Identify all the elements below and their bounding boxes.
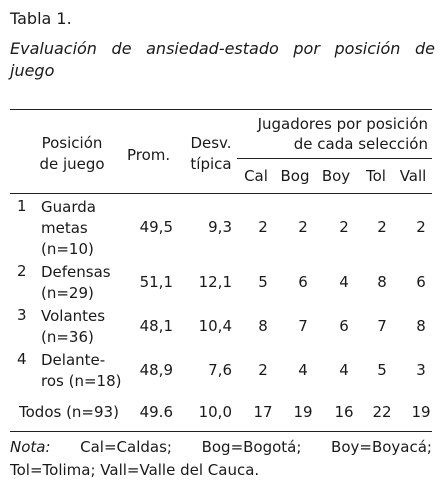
- group-rule: [237, 158, 432, 159]
- header-group: Jugadores por posición de cada selección: [257, 115, 428, 153]
- row-count: 7: [298, 317, 308, 335]
- header-prom: Prom.: [127, 146, 171, 164]
- row-desv: 12,1: [198, 273, 232, 291]
- row-count: 2: [258, 361, 268, 379]
- row-count: 3: [416, 361, 426, 379]
- total-count: 22: [372, 403, 392, 421]
- row-count: 8: [258, 317, 268, 335]
- total-count: 19: [293, 403, 313, 421]
- row-label: Volantes (n=36): [41, 307, 106, 346]
- row-desv: 10,4: [198, 317, 232, 335]
- row-count: 4: [339, 273, 349, 291]
- row-prom: 49,5: [139, 218, 173, 236]
- row-label: Guarda metas (n=10): [41, 198, 96, 258]
- header-position: Posición de juego: [39, 134, 105, 173]
- row-count: 8: [416, 317, 426, 335]
- header-desv: Desv. típica: [190, 134, 232, 173]
- table-note: [10, 436, 432, 482]
- row-count: 2: [377, 218, 387, 236]
- row-desv: 7,6: [208, 361, 232, 379]
- row-label: Delante- ros (n=18): [41, 351, 122, 390]
- total-count: 17: [253, 403, 273, 421]
- row-count: 4: [339, 361, 349, 379]
- row-count: 2: [416, 218, 426, 236]
- table-title: Tabla 1.: [10, 9, 72, 28]
- row-number: 4: [17, 350, 27, 368]
- row-count: 6: [298, 273, 308, 291]
- row-count: 2: [339, 218, 349, 236]
- header-team-vall: Vall: [399, 167, 427, 185]
- note-line-2: Tol=Tolima; Vall=Valle del Cauca.: [10, 461, 260, 479]
- row-count: 6: [416, 273, 426, 291]
- total-prom: 49.6: [139, 403, 173, 421]
- note-abbreviation: Bog=Bogotá;: [201, 438, 302, 456]
- row-count: 6: [339, 317, 349, 335]
- note-abbreviation: Boy=Boyacá;: [331, 438, 432, 456]
- row-count: 7: [377, 317, 387, 335]
- row-number: 2: [17, 262, 27, 280]
- row-prom: 48,9: [139, 361, 173, 379]
- note-line-1: [10, 436, 432, 459]
- total-count: 16: [334, 403, 354, 421]
- header-team-tol: Tol: [366, 167, 386, 185]
- top-rule: [10, 109, 432, 110]
- bottom-rule: [10, 431, 432, 432]
- row-count: 5: [258, 273, 268, 291]
- header-team-bog: Bog: [280, 167, 310, 185]
- row-count: 2: [298, 218, 308, 236]
- row-label: Defensas (n=29): [41, 263, 111, 302]
- total-desv: 10,0: [198, 403, 232, 421]
- row-count: 4: [298, 361, 308, 379]
- table-subtitle: Evaluación de ansiedad-estado por posición de: [10, 39, 435, 58]
- row-count: 5: [377, 361, 387, 379]
- row-count: 2: [258, 218, 268, 236]
- note-abbreviation: Cal=Caldas;: [80, 438, 172, 456]
- header-team-cal: Cal: [244, 167, 268, 185]
- row-prom: 48,1: [139, 317, 173, 335]
- row-prom: 51,1: [139, 273, 173, 291]
- header-bottom-rule: [10, 193, 432, 194]
- total-label: Todos (n=93): [19, 403, 119, 421]
- header-team-boy: Boy: [321, 167, 351, 185]
- total-count: 19: [411, 403, 431, 421]
- row-desv: 9,3: [208, 218, 232, 236]
- row-number: 3: [17, 306, 27, 324]
- row-number: 1: [17, 197, 27, 215]
- table-subtitle-continued: juego: [10, 61, 55, 80]
- note-label: Nota:: [10, 438, 51, 456]
- row-count: 8: [377, 273, 387, 291]
